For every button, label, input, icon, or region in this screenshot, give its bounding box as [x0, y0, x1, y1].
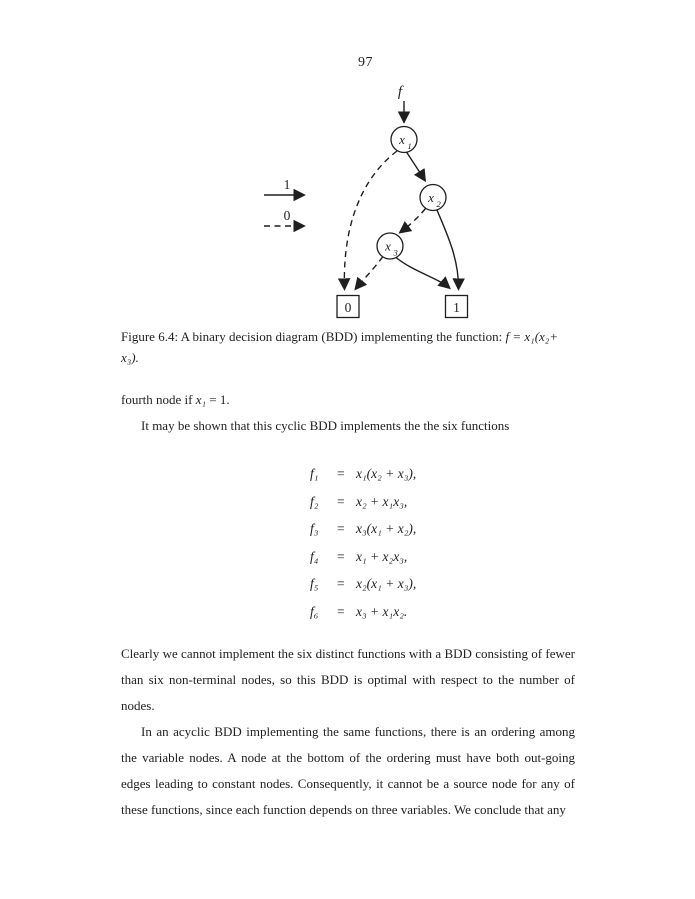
edge-x2-to-1-solid — [437, 210, 459, 289]
page-number: 97 — [358, 55, 373, 70]
caption-text: Figure 6.4: A binary decision diagram (BDD) implementing the function: — [121, 329, 506, 344]
equals-sign: = — [337, 548, 345, 564]
equation-block — [121, 460, 575, 625]
node-x1-var: x — [399, 132, 405, 147]
equation-rhs: x₃ + x₁x₂. — [356, 603, 408, 619]
equation-rhs: x₂ + x₁x₃, — [356, 493, 408, 509]
equation-f5 — [121, 570, 575, 598]
equation-rhs: x₁ + x₂x₃, — [356, 548, 408, 564]
bdd-figure — [0, 75, 695, 325]
legend-one-label: 1 — [283, 177, 291, 192]
edge-x2-to-x3-dashed — [400, 209, 426, 233]
node-x3 — [377, 233, 403, 259]
text-column — [121, 326, 575, 823]
equation-f4 — [121, 543, 575, 571]
edge-x1-to-x2-solid — [407, 152, 426, 181]
node-x1 — [391, 127, 417, 153]
paragraph-text: fourth node if — [121, 392, 196, 407]
terminal-1-label: 1 — [453, 300, 460, 315]
terminal-1 — [446, 296, 468, 318]
equals-sign: = — [337, 493, 345, 509]
caption-math-line1: f = x₁(x₂+ — [505, 329, 559, 344]
equation-f1 — [121, 460, 575, 488]
node-x3-var: x — [385, 238, 391, 254]
node-x3-sub: 3 — [393, 247, 398, 258]
equation-f3 — [121, 515, 575, 543]
edge-x3-to-0-dashed — [356, 257, 384, 290]
equals-sign: = — [337, 521, 345, 536]
equation-rhs: x₃(x₁ + x₂), — [356, 521, 417, 536]
equation-lhs: f₂ — [310, 493, 319, 509]
equals-sign: = — [337, 576, 345, 591]
equation-f2 — [121, 488, 575, 516]
equals-sign: = — [337, 466, 345, 481]
equation-rhs: x₂(x₁ + x₃), — [356, 576, 417, 591]
node-x2-var: x — [428, 190, 434, 205]
node-x2 — [420, 185, 446, 211]
node-x1-sub: 1 — [407, 141, 412, 151]
paragraph-acyclic: In an acyclic BDD implementing the same functions, there is an ordering among the variable nodes. A node at the bottom of the ordering must have both out-going edges leading to constant nodes. Consequently, it cannot be a source node for any of these functions, since each function depends on three variables. We conclude that any — [121, 724, 575, 817]
equals-sign: = — [337, 603, 345, 619]
terminal-0-label: 0 — [344, 300, 352, 315]
paragraph-fourth-node — [121, 387, 575, 413]
equation-rhs: x₁(x₂ + x₃), — [356, 466, 417, 481]
paragraph-text: = 1. — [206, 392, 230, 407]
paragraph-clearly: Clearly we cannot implement the six distinct functions with a BDD consisting of fewer than six non-terminal nodes, so this BDD is optimal with respect to the number of nodes. — [121, 646, 575, 713]
equation-lhs: f₆ — [310, 603, 319, 619]
node-x2-sub: 2 — [436, 199, 441, 209]
edge-x1-to-0-dashed — [344, 151, 397, 289]
figure-caption — [121, 326, 575, 368]
equation-lhs: f₄ — [310, 548, 319, 564]
equation-lhs: f₅ — [310, 576, 319, 591]
function-f-label: f — [397, 84, 403, 100]
terminal-0 — [337, 296, 359, 318]
equation-lhs: f₃ — [310, 521, 319, 536]
equation-f6 — [121, 598, 575, 626]
edge-legend — [264, 177, 304, 226]
equation-lhs: f₁ — [310, 466, 319, 481]
paragraph-it-may-be-shown: It may be shown that this cyclic BDD implements the the six functions — [141, 418, 510, 433]
legend-zero-label: 0 — [283, 208, 291, 223]
inline-math-x1: x₁ — [195, 392, 207, 407]
caption-math-line2: x₃). — [121, 350, 139, 365]
edge-x3-to-1-solid — [396, 258, 450, 289]
